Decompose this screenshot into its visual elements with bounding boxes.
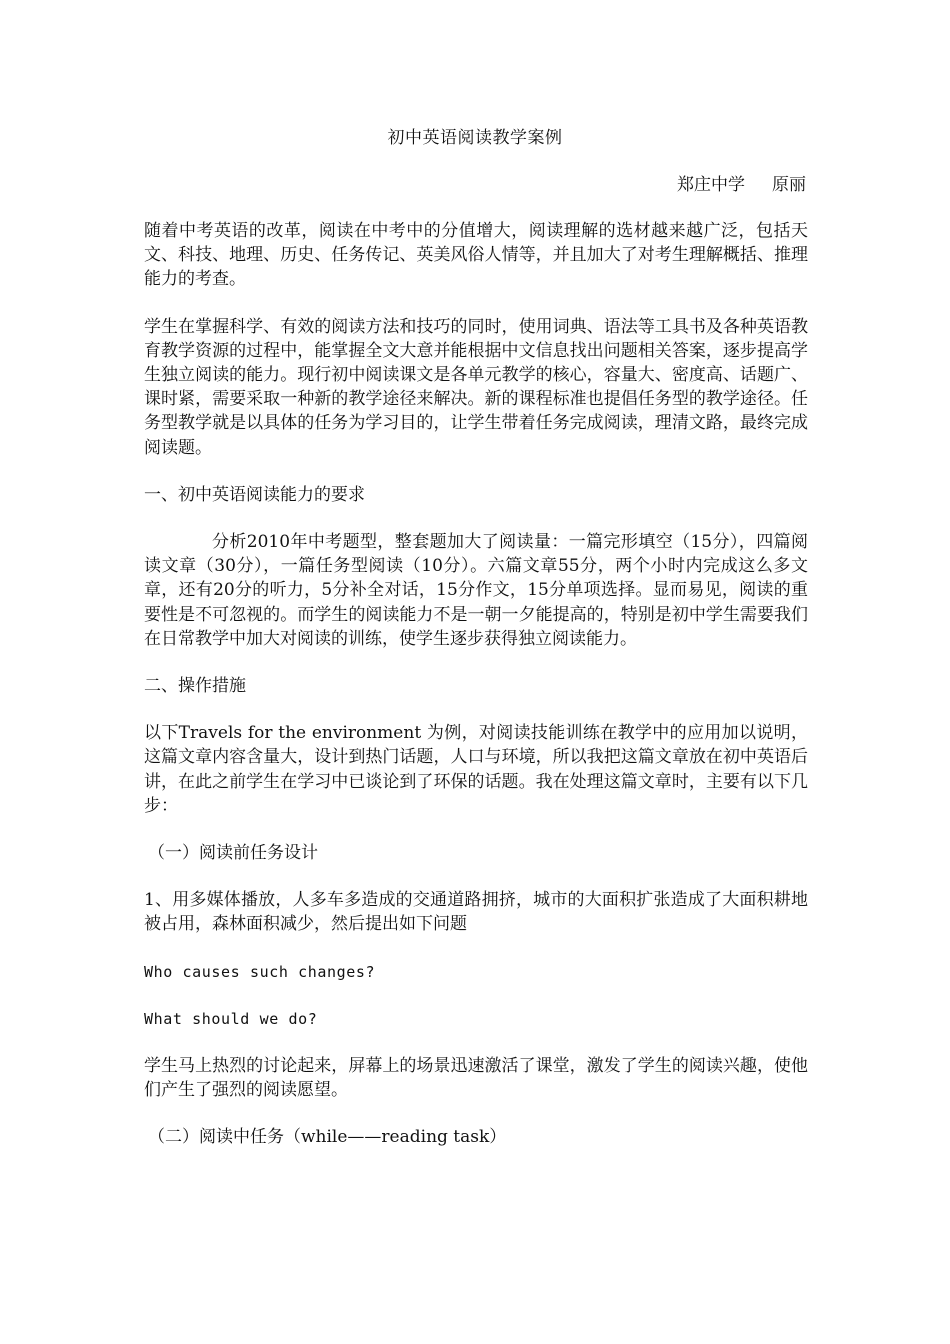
document-author: 郑庄中学 原丽 xyxy=(676,175,806,195)
document-title: 初中英语阅读教学案例 xyxy=(387,128,563,148)
section-heading-requirements: 一、初中英语阅读能力的要求 xyxy=(144,484,365,505)
section-heading-measures: 二、操作措施 xyxy=(144,676,246,697)
document-body xyxy=(144,219,808,1173)
subsection-heading-while-reading: （二）阅读中任务（while——reading task） xyxy=(148,1127,507,1148)
paragraph-intro: 随着中考英语的改革，阅读在中考中的分值增大，阅读理解的选材越来越广泛，包括天文、科技、地理、历史、任务传记、英美风俗人情等，并且加大了对考生理解概括、推理能力的考查。 xyxy=(144,221,808,290)
subsection-heading-pre-reading: （一）阅读前任务设计 xyxy=(148,843,318,864)
paragraph-multimedia: 1、用多媒体播放，人多车多造成的交通道路拥挤，城市的大面积扩张造成了大面积耕地被占用，森林面积减少，然后提出如下问题 xyxy=(144,890,808,935)
paragraph-discussion: 学生马上热烈的讨论起来，屏幕上的场景迅速激活了课堂，激发了学生的阅读兴趣，使他们产生了强烈的阅读愿望。 xyxy=(144,1056,808,1101)
question-what-should: What should we do? xyxy=(144,1009,318,1028)
question-who-causes: Who causes such changes? xyxy=(144,962,376,981)
paragraph-exam-analysis: 分析2010年中考题型，整套题加大了阅读量：一篇完形填空（15分），四篇阅读文章（30分），一篇任务型阅读（10分）。六篇文章55分，两个小时内完成这么多文章，还有20分的听力，5分补全对话，15分作文，15分单项选择。显而易见，阅读的重要性是不可忽视的。而学生的阅读能力不是一朝一夕能提高的，特别是初中学生需要我们在日常教学中加大对阅读的训练，使学生逐步获得独立阅读能力。 xyxy=(144,532,808,649)
paragraph-example: 以下Travels for the environment 为例，对阅读技能训练在教学中的应用加以说明，这篇文章内容含量大，设计到热门话题，人口与环境，所以我把这篇文章放在初中英语后讲，在此之前学生在学习中已谈论到了环保的话题。我在处理这篇文章时，主要有以下几步： xyxy=(144,723,808,816)
paragraph-method: 学生在掌握科学、有效的阅读方法和技巧的同时，使用词典、语法等工具书及各种英语教育教学资源的过程中，能掌握全文大意并能根据中文信息找出问题相关答案，逐步提高学生独立阅读的能力。现行初中阅读课文是各单元教学的核心，容量大、密度高、话题广、课时紧，需要采取一种新的教学途径来解决。新的课程标准也提倡任务型的教学途径。任务型教学就是以具体的任务为学习目的，让学生带着任务完成阅读，理清文路，最终完成阅读题。 xyxy=(144,316,808,458)
